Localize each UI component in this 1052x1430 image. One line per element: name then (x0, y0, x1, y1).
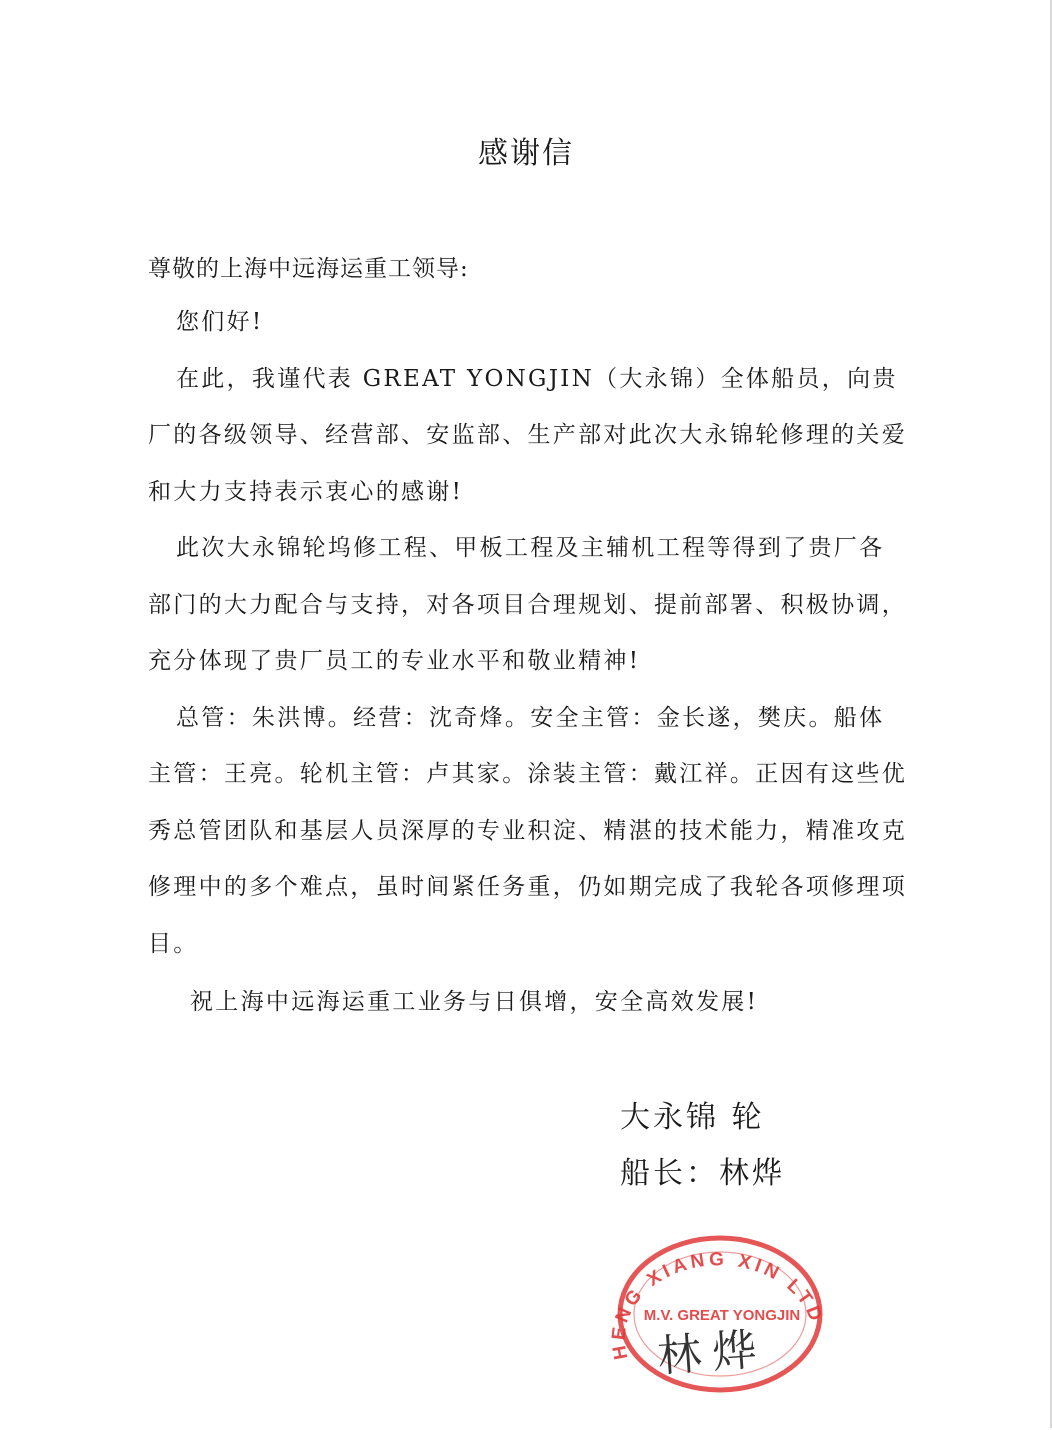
ship-seal-stamp (598, 1228, 838, 1398)
paragraph-staff: 总管：朱洪博。经营：沈奇烽。安全主管：金长遂，樊庆。船体主管：王亮。轮机主管：卢其家。涂装主管：戴江祥。正因有这些优秀总管团队和基层人员深厚的专业积淀、精湛的技术能力，精准攻克修理中的多个难点，虽时间紧任务重，仍如期完成了我轮各项修理项目。 (148, 704, 907, 957)
paragraph-thanks: 在此，我谨代表 GREAT YONGJIN（大永锦）全体船员，向贵厂的各级领导、经营部、安监部、生产部对此次大永锦轮修理的关爱和大力支持表示衷心的感谢! (148, 365, 907, 505)
greeting: 您们好! (176, 309, 264, 335)
salutation: 尊敬的上海中远海运重工领导: (148, 256, 469, 282)
seal-ring-text: HENG XIANG XIN LTD (608, 1249, 828, 1362)
paragraph-projects: 此次大永锦轮坞修工程、甲板工程及主辅机工程等得到了贵厂各部门的大力配合与支持，对各项目合理规划、提前部署、积极协调，充分体现了贵厂员工的专业水平和敬业精神! (148, 535, 907, 674)
letter-title: 感谢信 (478, 136, 574, 171)
seal-center-text: M.V. GREAT YONGJIN (643, 1307, 801, 1324)
letter-body (148, 294, 908, 1031)
captain-name: 船长：林烨 (620, 1156, 785, 1191)
signature-block (620, 1090, 785, 1202)
handwritten-signature: 林 烨 (655, 1325, 759, 1382)
ship-name: 大永锦 轮 (620, 1100, 765, 1135)
closing-wish: 祝上海中远海运重工业务与日俱增，安全高效发展! (190, 989, 759, 1015)
